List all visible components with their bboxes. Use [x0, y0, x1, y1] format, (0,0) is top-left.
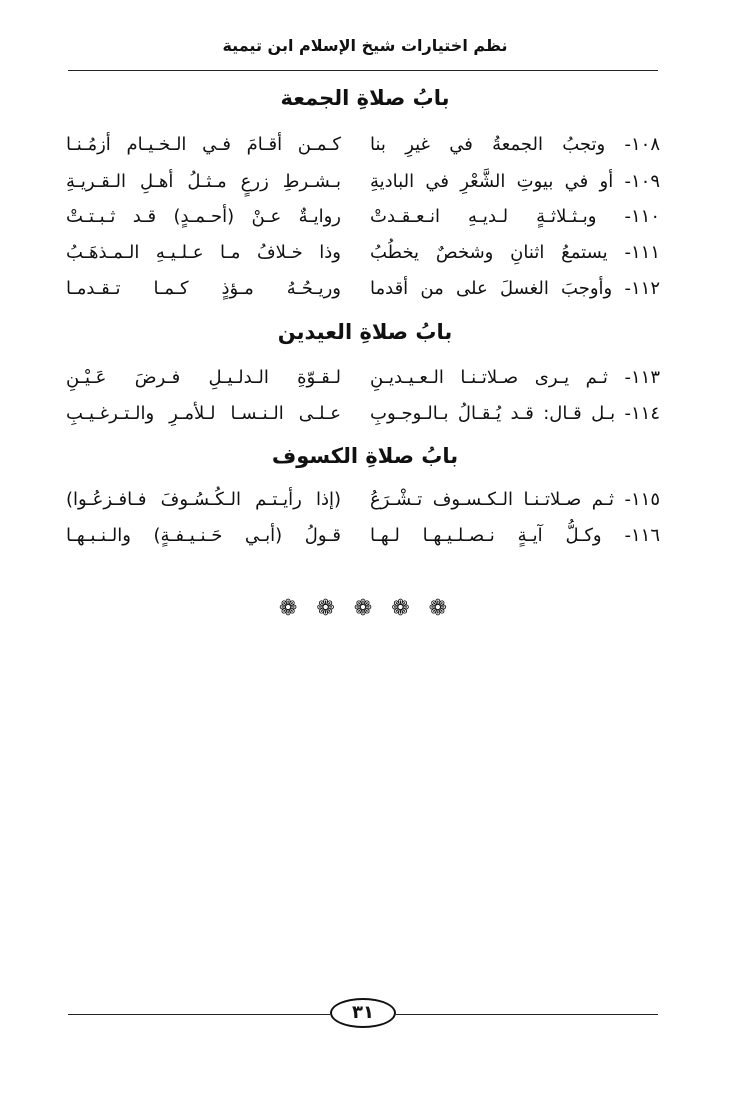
verse-116 [66, 525, 660, 553]
verse-second-hemistich: روايـةٌ عـنْ (أحـمـدٍ) قـد ثـبـتـتْ [66, 206, 341, 227]
verse-second-hemistich: وريـحُـهُ مـؤذٍ كـمـا تـقـدمـا [66, 278, 341, 299]
verse-first-hemistich: ١١٠- وبـثـلاثـةٍ لـديـهِ انـعـقـدتْ [370, 206, 660, 227]
running-header: نظم اختيارات شيخ الإسلام ابن تيمية [222, 36, 508, 55]
header-divider [68, 70, 658, 71]
verse-first-hemistich: ١١٣- ثـم يـرى صـلاتـنـا الـعـيـديـنِ [370, 367, 660, 388]
section-title-kusuf: بابُ صلاةِ الكسوف [271, 444, 459, 468]
verse-second-hemistich: كـمـن أقـامَ فـي الـخـيـام أزمُـنـا [66, 134, 341, 155]
section-title-eidain: بابُ صلاةِ العيدين [277, 320, 453, 344]
verse-109 [66, 171, 660, 199]
verse-112 [66, 278, 660, 306]
section-title-jumuah: بابُ صلاةِ الجمعة [280, 86, 450, 110]
verse-113 [66, 367, 660, 395]
verse-first-hemistich: ١١٥- ثـم صـلاتـنـا الـكـسـوف تـشْـرَعُ [370, 489, 660, 510]
verse-111 [66, 242, 660, 270]
flower-ornament-icon: ❁ [428, 596, 452, 621]
verse-first-hemistich: ١١٢- وأوجبَ الغسلَ على من أقدما [370, 278, 660, 299]
verse-first-hemistich: ١٠٩- أو في بيوتِ الشَّعْرِ في الباديةِ [370, 171, 660, 192]
verse-first-hemistich: ١١١- يستمعُ اثنانِ وشخصٌ يخطُبُ [370, 242, 660, 263]
verse-second-hemistich: وذا خـلافُ مـا عـلـيـهِ الـمـذهَـبُ [66, 242, 341, 263]
flower-ornament-icon: ❁ [391, 596, 414, 621]
verse-first-hemistich: ١١٦- وكـلُّ آيـةٍ نـصـلـيـهـا لـهـا [370, 525, 660, 546]
section-end-ornament [0, 596, 730, 621]
verse-second-hemistich: عـلـى الـنـسـا لـلأمـرِ والـتـرغـيـبِ [66, 403, 341, 424]
verse-108 [66, 134, 660, 162]
verse-110 [66, 206, 660, 234]
flower-ornament-icon: ❁ [353, 596, 377, 621]
flower-ornament-icon: ❁ [316, 596, 339, 621]
verse-115 [66, 489, 660, 517]
flower-ornament-icon: ❁ [278, 596, 302, 621]
verse-first-hemistich: ١١٤- بـل قـال: قـد يُـقـالُ بـالـوجـوبِ [370, 403, 660, 424]
footer-divider-left [68, 1014, 330, 1015]
verse-114 [66, 403, 660, 431]
verse-second-hemistich: بـشـرطِ زرعٍ مـثـلُ أهـلِ الـقـريـةِ [66, 171, 341, 192]
verse-second-hemistich: قـولُ (أبـي حَـنـيـفـةٍ) والـنـبـهـا [66, 525, 341, 546]
page-number: ٣١ [330, 998, 396, 1028]
verse-first-hemistich: ١٠٨- وتجبُ الجمعةُ في غيرِ بنا [370, 134, 660, 155]
verse-second-hemistich: لـقـوّةِ الـدلـيـلِ فـرضَ عَـيْـنِ [66, 367, 341, 388]
footer-divider-right [396, 1014, 658, 1015]
verse-second-hemistich: (إذا رأيـتـم الـكُـسُـوفَ فـافـزعُـوا) [66, 489, 341, 510]
